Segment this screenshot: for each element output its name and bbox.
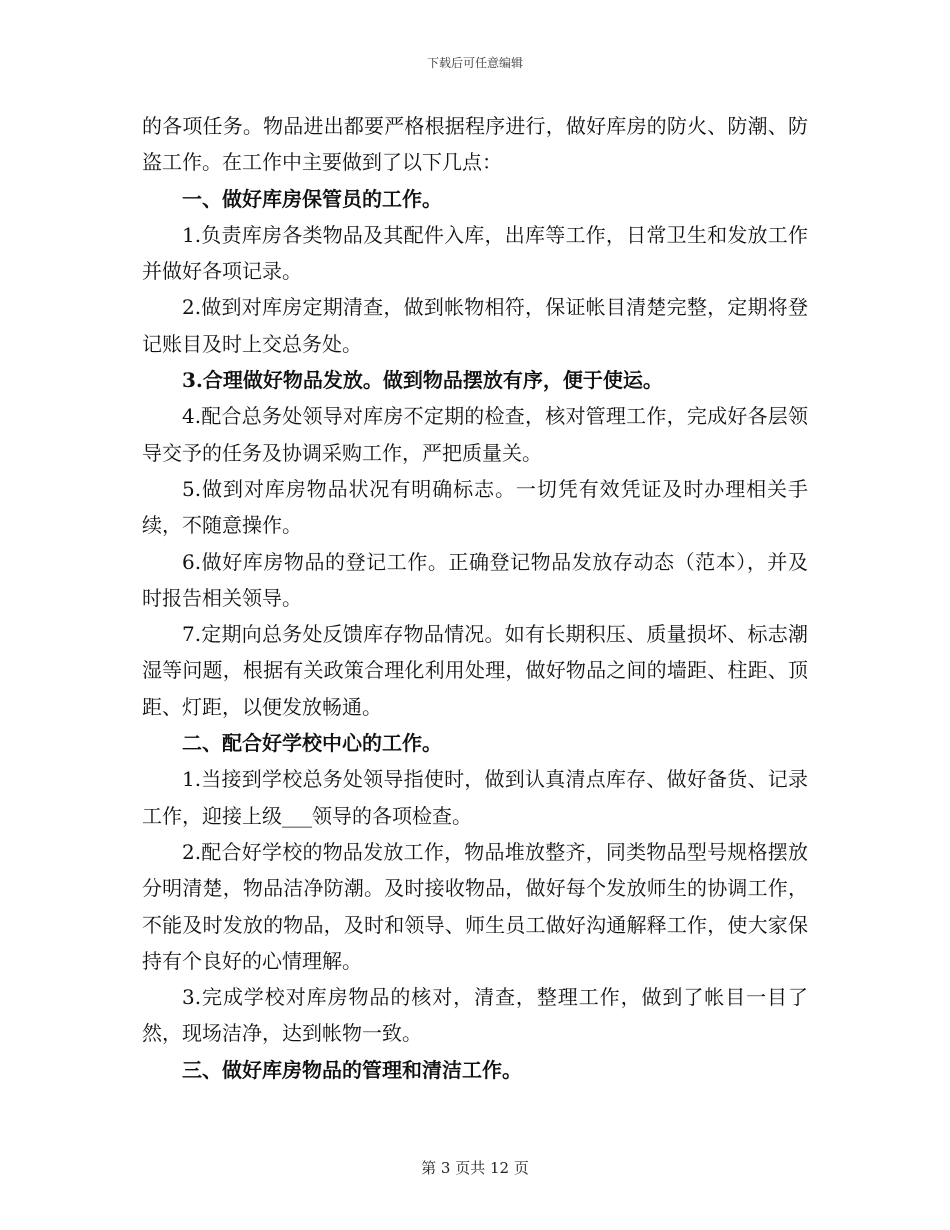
paragraph: 3.完成学校对库房物品的核对，清查，整理工作，做到了帐目一目了然，现场洁净，达到帐物一致。 [142,985,808,1046]
section-heading: 三、做好库房物品的管理和清洁工作。 [182,1057,522,1082]
paragraph: 5.做到对库房物品状况有明确标志。一切凭有效凭证及时办理相关手续，不随意操作。 [142,476,808,538]
document-body [142,108,808,1088]
page-header: 下载后可任意编辑 [426,56,523,70]
paragraph: 2.配合好学校的物品发放工作，物品堆放整齐，同类物品型号规格摆放分明清楚，物品洁净防潮。及时接收物品，做好每个发放师生的协调工作，不能及时发放的物品，及时和领导、师生员工做好沟通解释工作，使大家保持有个良好的心情理解。 [142,839,808,973]
paragraph: 的各项任务。物品进出都要严格根据程序进行，做好库房的防火、防潮、防盗工作。在工作中主要做到了以下几点： [142,114,808,175]
paragraph: 1.负责库房各类物品及其配件入库，出库等工作，日常卫生和发放工作并做好各项记录。 [142,222,808,284]
page-footer: 第 3 页共 12 页 [421,1159,529,1177]
paragraph: 7.定期向总务处反馈库存物品情况。如有长期积压、质量损坏、标志潮湿等问题，根据有关政策合理化利用处理，做好物品之间的墙距、柱距、顶距、灯距，以便发放畅通。 [142,622,808,719]
paragraph: 2.做到对库房定期清查，做到帐物相符，保证帐目清楚完整，定期将登记账目及时上交总务处。 [142,295,808,356]
paragraph: 6.做好库房物品的登记工作。正确登记物品发放存动态（范本），并及时报告相关领导。 [142,549,808,610]
section-heading: 二、配合好学校中心的工作。 [182,731,442,756]
section-heading: 一、做好库房保管员的工作。 [182,186,442,211]
paragraph: 4.配合总务处领导对库房不定期的检查，核对管理工作，完成好各层领导交予的任务及协调采购工作，严把质量关。 [142,404,808,465]
paragraph-bold: 3.合理做好物品发放。做到物品摆放有序，便于使运。 [182,368,663,393]
paragraph: 1.当接到学校总务处领导指使时，做到认真清点库存、做好备货、记录工作，迎接上级___领导的各项检查。 [142,767,808,828]
